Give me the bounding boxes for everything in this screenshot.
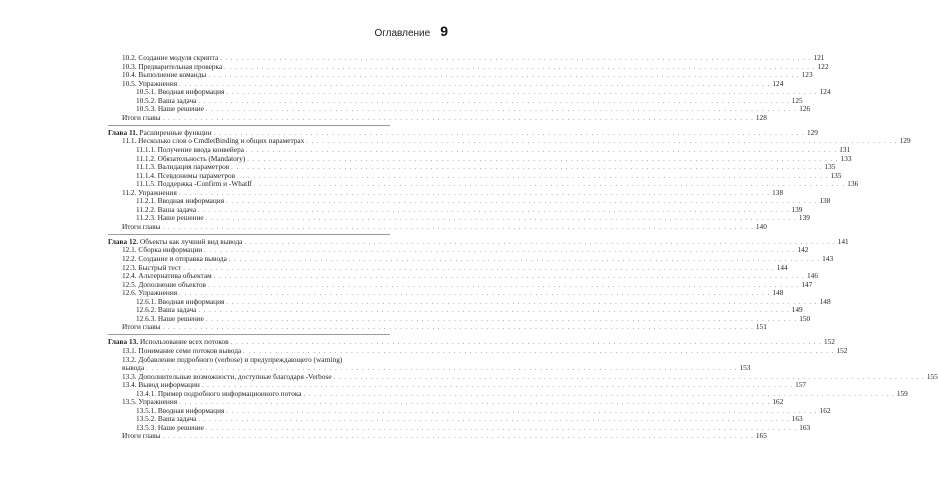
entry-page-number: 139 [798,213,810,223]
toc-entry[interactable] [108,221,767,232]
entry-page-number: 124 [772,78,784,88]
entry-title [122,432,161,441]
toc-entry[interactable] [108,112,767,123]
entry-title-text: 12.4. Альтернатива объектам [122,271,212,281]
entry-title-text: 13.4.1. Пример подробного информационного потока [136,388,302,398]
entry-page-number: 165 [755,431,767,441]
entry-title [122,114,161,123]
chapter-label: Глава 12. [108,236,139,246]
entry-page-number: 157 [795,380,807,390]
dot-leader [206,425,797,434]
header-title: Оглавление [374,28,431,39]
entry-title-text: Объекты как лучший вид вывода [139,236,243,246]
entry-title-text: 10.5.1. Вводная информация [136,87,225,97]
chapter-label: Глава 13. [108,337,139,347]
dot-leader [229,256,820,265]
entry-page-number: 136 [847,179,859,189]
entry-page-number: 144 [776,262,788,272]
entry-title-text: 12.3. Быстрый тест [122,262,182,272]
entry-page-number: 159 [896,388,908,398]
dot-leader [206,106,797,115]
dot-leader [206,316,797,325]
dot-leader [163,115,754,124]
entry-page-number: 133 [840,153,852,163]
entry-page-number: 124 [819,87,831,97]
entry-page-number: 138 [819,196,831,206]
dot-leader [334,374,925,383]
dot-leader [198,307,789,316]
dot-leader [231,164,822,173]
dot-leader [163,433,754,442]
entry-title-text: 13.5. Упражнения [122,397,178,407]
entry-title-text: 12.1. Сборка информации [122,245,203,255]
entry-title-text: 11.1.3. Валидация параметров [136,162,230,172]
entry-page-number: 129 [806,127,818,137]
entry-page-number: 131 [839,144,851,154]
entry-title-text: 12.6.2. Ваша задача [136,305,197,315]
entry-title-text: Использование всех потоков [139,337,229,347]
dot-leader [179,290,770,299]
dot-leader [247,156,838,165]
header-page-number: 9 [440,23,448,39]
dot-leader [244,239,835,248]
entry-page-number: 150 [799,313,811,323]
entry-page-number: 147 [801,279,813,289]
entry-title-text: 11.2.3. Наше решение [136,213,204,223]
dot-leader [179,190,770,199]
chapter-separator [108,234,390,235]
entry-title-text: 13.4. Вывод информации [122,380,200,390]
entry-title-text: 10.5. Упражнения [122,78,178,88]
entry-page-number: 135 [824,162,836,172]
dot-leader [304,391,895,400]
entry-title-text: Итоги главы [122,112,161,122]
chapter-separator [108,334,390,335]
entry-title-text: 13.5.1. Вводная информация [136,405,225,415]
entry-page-number: 151 [755,322,767,332]
dot-leader [208,72,799,81]
entry-page-number: 163 [799,422,811,432]
entry-title [122,356,342,365]
dot-leader [183,265,774,274]
entry-title-text: вывода [122,363,145,373]
toc-entry[interactable] [108,322,767,332]
entry-page-number: 148 [772,288,784,298]
dot-leader [226,299,817,308]
dot-leader [163,324,754,333]
entry-title-text: 10.5.2. Ваша задача [136,95,197,105]
dot-leader [237,173,828,182]
entry-page-number: 146 [807,271,818,281]
dot-leader [226,198,817,207]
toc-entry[interactable] [108,356,390,365]
entry-title-text: 12.2. Создание и отправка вывода [122,254,227,264]
entry-title-text: Итоги главы [122,221,161,231]
entry-title-text: 13.5.2. Ваша задача [136,414,197,424]
entry-page-number: 152 [836,346,848,355]
dot-leader [208,282,799,291]
dot-leader [226,89,817,98]
entry-page-number: 162 [819,405,831,415]
dot-leader [254,181,845,190]
entry-title-text: 11.2.2. Ваша задача [136,204,197,214]
entry-title-text: Итоги главы [122,322,161,332]
dot-leader [224,64,815,73]
chapter-label: Глава 11. [108,127,138,137]
entry-page-number: 140 [755,221,767,231]
dot-leader [198,416,789,425]
entry-page-number: 163 [791,414,803,424]
entry-title [122,323,161,332]
entry-title-text: 11.1.2. Обязательность (Mandatory) [136,153,246,163]
entry-title-text: 12.5. Дополнение объектов [122,279,206,289]
entry-title-text: 11.2.1. Вводная информация [136,196,225,206]
entry-title-text: 10.5.3. Наше решение [136,104,204,114]
entry-title-text: 11.1. Несколько слов о CmdletBinding и общих параметрах [122,136,305,146]
entry-page-number: 122 [817,61,829,71]
entry-page-number: 153 [739,363,751,373]
dot-leader [220,55,811,64]
entry-page-number: 138 [772,187,784,197]
entry-page-number: 141 [837,236,849,246]
entry-title-text: 10.4. Выполнение команды [122,70,207,80]
dot-leader [231,339,822,348]
dot-leader [204,247,795,256]
entry-title [122,223,161,232]
entry-title-text: 10.3. Предварительная проверка [122,61,223,71]
dot-leader [179,81,770,90]
entry-title-text: 13.1. Понимание семи потоков вывода [122,346,242,355]
page-header [374,23,448,39]
entry-page-number: 125 [791,95,803,105]
entry-title-text: Итоги главы [122,431,161,441]
entry-page-number: 162 [772,397,784,407]
dot-leader [246,147,837,156]
entry-page-number: 143 [822,254,834,264]
entry-page-number: 155 [926,371,938,381]
entry-title-text: 10.2. Создание модуля скрипта [122,53,219,62]
entry-page-number: 121 [813,53,825,62]
dot-leader [306,138,897,147]
dot-leader [179,399,770,408]
entry-page-number: 123 [801,70,813,80]
entry-page-number: 126 [799,104,811,114]
table-of-contents [108,53,938,441]
entry-page-number: 142 [797,245,809,255]
entry-title-text: 13.5.3. Наше решение [136,422,204,432]
entry-title-text: 13.3. Дополнительные возможности, доступные благодаря -Verbose [122,371,332,381]
dot-leader [198,98,789,107]
toc-entry[interactable] [108,431,767,441]
dot-leader [226,408,817,417]
entry-page-number: 149 [791,305,803,315]
entry-page-number: 148 [819,296,831,306]
entry-title-text: Расширенные функции [139,127,212,137]
chapter-separator [108,125,390,126]
dot-leader [214,273,805,282]
entry-title-text: 11.2. Упражнения [122,187,177,197]
entry-title-text: 12.6. Упражнения [122,288,178,298]
entry-page-number: 152 [823,337,835,347]
dot-leader [198,207,789,216]
entry-page-number: 129 [899,136,911,146]
entry-title-text: 11.1.1. Получение ввода конвейера [136,144,244,154]
entry-title-text: 12.6.3. Наше решение [136,313,204,323]
entry-title-text: 11.1.5. Поддержка -Confirm и -WhatIf [136,179,252,189]
entry-page-number: 135 [830,170,842,180]
entry-title-text: 13.2. Добавление подробного (verbose) и предупреждающего (warning) [122,354,343,364]
entry-page-number: 139 [791,204,803,214]
entry-page-number: 128 [755,112,767,122]
dot-leader [206,215,797,224]
entry-title-text: 11.1.4. Псевдонимы параметров [136,170,236,180]
entry-title-text: 12.6.1. Вводная информация [136,296,225,306]
dot-leader [163,224,754,233]
